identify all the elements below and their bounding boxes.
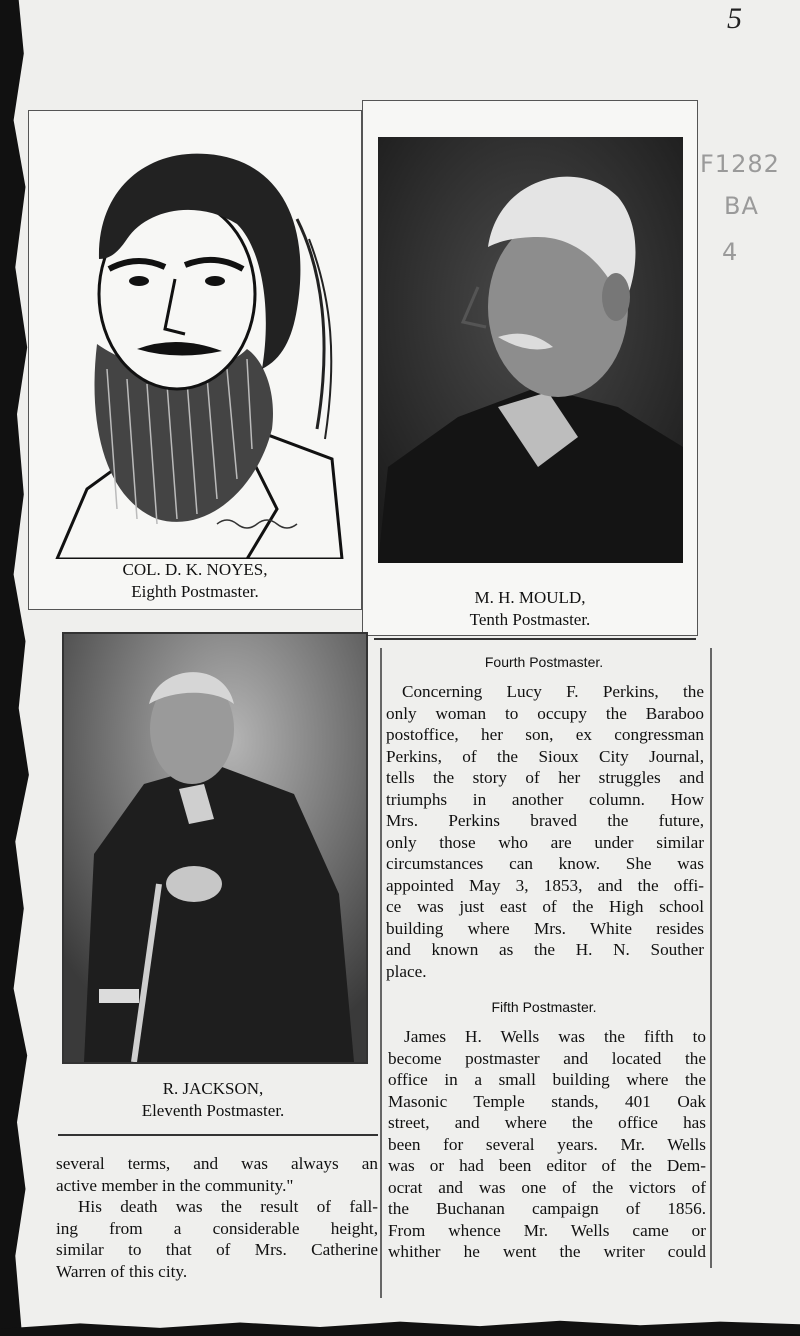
article-line: Mrs. Perkins braved the future, — [386, 811, 704, 830]
page-number: 5 — [727, 2, 742, 35]
section-rule-left — [58, 1134, 378, 1136]
jackson-photo-portrait — [62, 632, 368, 1064]
section-rule-right — [374, 638, 696, 640]
column-right-edge — [710, 648, 712, 1268]
article-line: place. — [386, 961, 427, 981]
article-line: only those who are under similar — [386, 832, 704, 852]
article-line: been for several years. Mr. Wells — [388, 1134, 706, 1154]
heading-fourth-postmaster: Fourth Postmaster. — [484, 654, 604, 670]
article-line: become postmaster and located the — [388, 1048, 706, 1068]
article-line: ce was just east of the High school — [386, 897, 704, 916]
portrait-card-noyes — [28, 110, 362, 610]
caption-noyes-name: COL. D. K. NOYES, — [122, 560, 268, 579]
article-line: Masonic Temple stands, 401 Oak — [388, 1091, 706, 1111]
pencil-note-accession: F1282 — [700, 150, 780, 178]
article-line: office in a small building where the — [388, 1070, 706, 1089]
pencil-note-box: 4 — [722, 238, 739, 266]
article-line: triumphs in another column. How — [386, 789, 704, 809]
article-line: circumstances can know. She was — [386, 854, 704, 873]
article-line: and known as the H. N. Souther — [386, 940, 704, 959]
article-line: ing from a considerable height, — [56, 1218, 378, 1238]
mould-photo-portrait — [378, 137, 683, 563]
article-line: His death was the result of fall- — [78, 1197, 378, 1216]
article-line: whither he went the writer could — [388, 1242, 706, 1261]
article-line: tells the story of her struggles and — [386, 768, 704, 787]
caption-mould-title: Tenth Postmaster. — [469, 610, 591, 629]
article-fourth-postmaster — [386, 681, 704, 982]
portrait-card-mould — [362, 100, 698, 636]
article-line: Warren of this city. — [56, 1261, 188, 1281]
article-line: was or had been editor of the Dem- — [388, 1156, 706, 1175]
heading-fifth-postmaster: Fifth Postmaster. — [491, 999, 597, 1015]
article-line: only woman to occupy the Baraboo — [386, 703, 704, 723]
caption-mould-name: M. H. MOULD, — [474, 588, 586, 607]
article-line: James H. Wells was the fifth to — [404, 1027, 706, 1046]
article-line: building where Mrs. White resides — [386, 918, 704, 938]
caption-noyes-title: Eighth Postmaster. — [131, 582, 259, 601]
article-line: From whence Mr. Wells came or — [388, 1220, 706, 1240]
caption-jackson-name: R. JACKSON, — [162, 1079, 264, 1098]
article-line: appointed May 3, 1853, and the offi- — [386, 875, 704, 895]
pencil-note-series: BA — [724, 192, 759, 220]
article-line: similar to that of Mrs. Catherine — [56, 1240, 378, 1259]
article-left-continuation — [56, 1153, 378, 1282]
article-line: Concerning Lucy F. Perkins, the — [402, 682, 704, 701]
article-line: several terms, and was always an — [56, 1154, 378, 1173]
article-fifth-postmaster — [388, 1026, 706, 1263]
article-line: the Buchanan campaign of 1856. — [388, 1199, 706, 1218]
torn-bottom-edge — [0, 1318, 800, 1336]
article-line: postoffice, her son, ex congressman — [386, 725, 704, 744]
noyes-sketch-portrait — [47, 129, 347, 559]
caption-jackson-title: Eleventh Postmaster. — [141, 1101, 285, 1120]
article-line: Perkins, of the Sioux City Journal, — [386, 746, 704, 766]
column-divider — [380, 648, 382, 1298]
article-line: street, and where the office has — [388, 1113, 706, 1132]
article-line: ocrat and was one of the victors of — [388, 1177, 706, 1197]
article-line: active member in the community." — [56, 1175, 294, 1195]
